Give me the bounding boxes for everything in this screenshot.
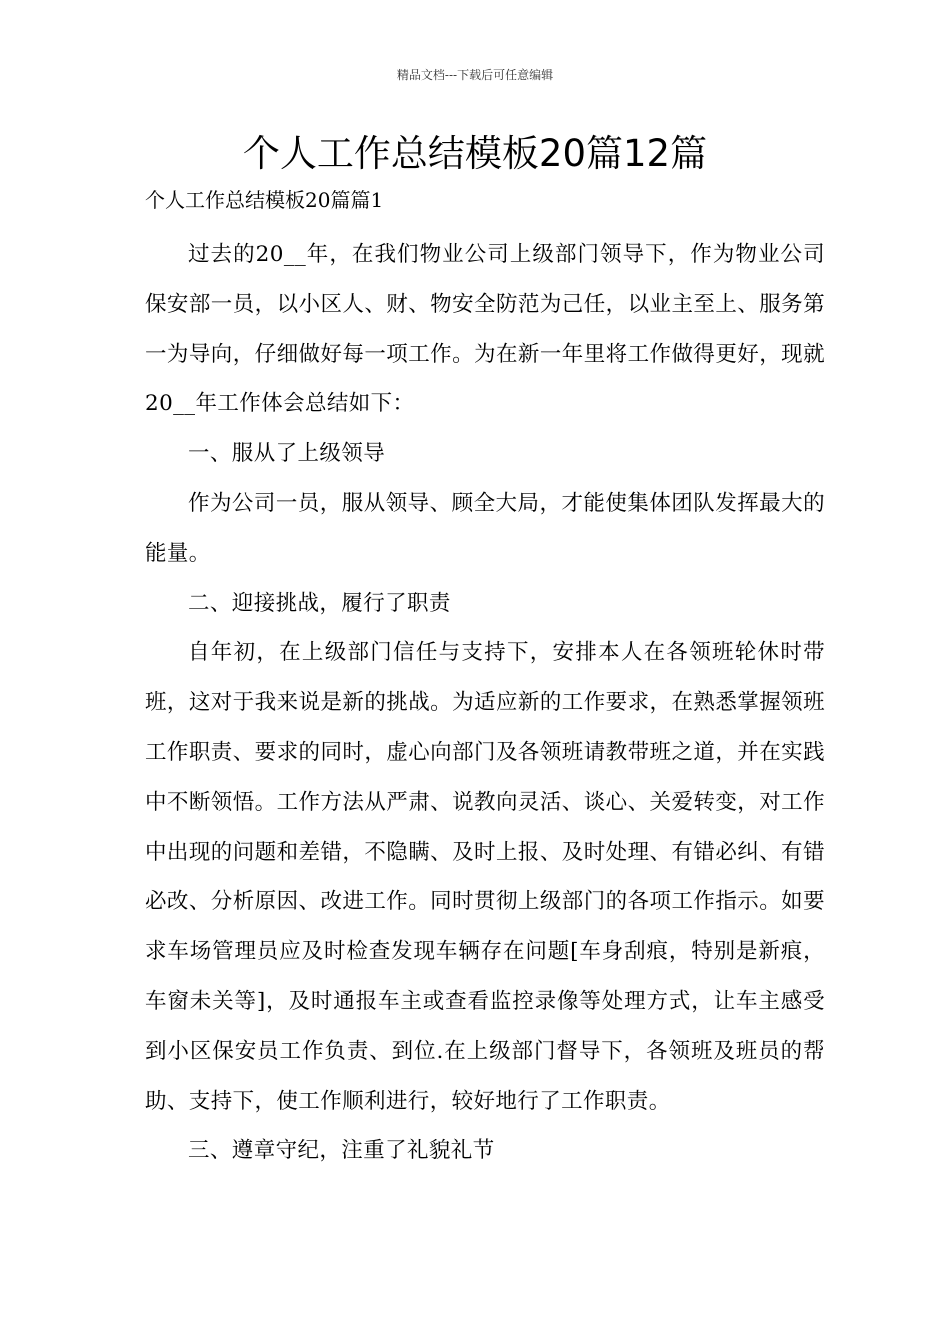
- heading-section-1: 一、服从了上级领导: [188, 441, 386, 467]
- section-subtitle: 个人工作总结模板20篇篇1: [145, 188, 384, 212]
- document-title: 个人工作总结模板20篇12篇: [242, 132, 708, 175]
- paragraph-section-1: 作为公司一员，服从领导、顾全大局，才能使集体团队发挥最大的能量。: [145, 490, 825, 566]
- heading-section-2: 二、迎接挑战，履行了职责: [188, 590, 451, 616]
- document-body: [145, 230, 825, 1176]
- header-note: 精品文档---下载后可任意编辑: [396, 68, 554, 82]
- paragraph-intro: 过去的20__年，在我们物业公司上级部门领导下，作为物业公司保安部一员，以小区人、财、物安全防范为己任，以业主至上、服务第一为导向，仔细做好每一项工作。为在新一年里将工作做得更好，现就20__年工作体会总结如下：: [145, 242, 825, 417]
- heading-section-3: 三、遵章守纪，注重了礼貌礼节: [188, 1138, 495, 1164]
- paragraph-section-2: 自年初，在上级部门信任与支持下，安排本人在各领班轮休时带班，这对于我来说是新的挑战。为适应新的工作要求，在熟悉掌握领班工作职责、要求的同时，虚心向部门及各领班请教带班之道，并在实践中不断领悟。工作方法从严肃、说教向灵活、谈心、关爱转变，对工作中出现的问题和差错，不隐瞒、及时上报、及时处理、有错必纠、有错必改、分析原因、改进工作。同时贯彻上级部门的各项工作指示。如要求车场管理员应及时检查发现车辆存在问题[车身刮痕，特别是新痕，车窗未关等]，及时通报车主或查看监控录像等处理方式，让车主感受到小区保安员工作负责、到位.在上级部门督导下，各领班及班员的帮助、支持下，使工作顺利进行，较好地行了工作职责。: [145, 640, 825, 1114]
